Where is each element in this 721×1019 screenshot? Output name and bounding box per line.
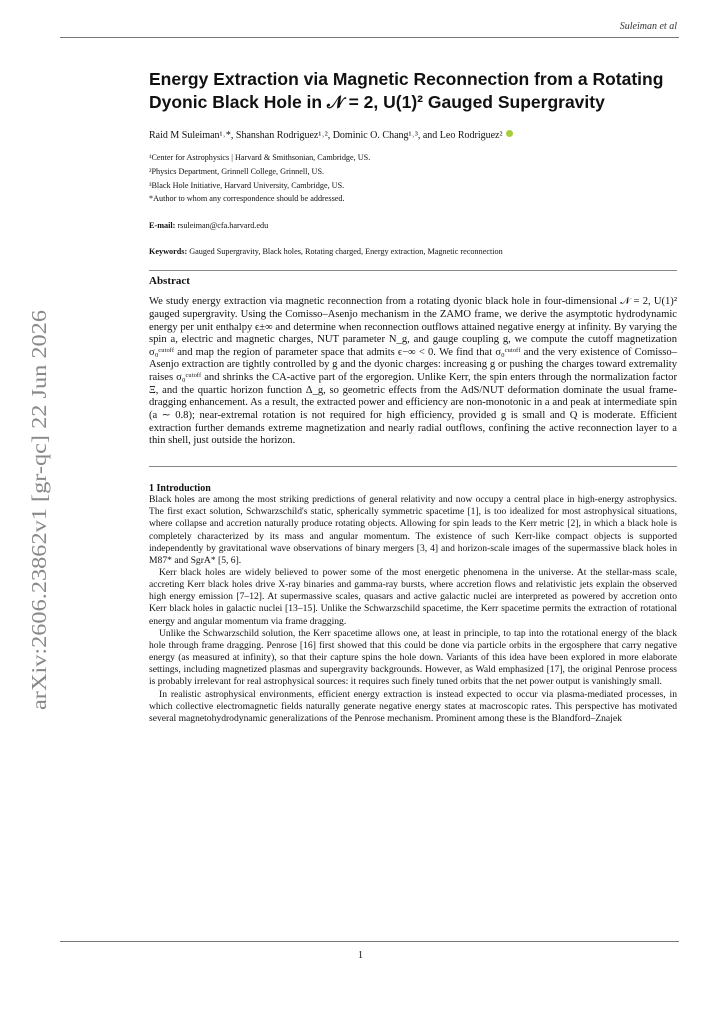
affiliations [149, 151, 677, 206]
abstract-text: We study energy extraction via magnetic reconnection from a rotating dyonic black hole in four-dimensional 𝒩 = 2, U(1)² gauged supergravity. Using the Comisso–Asenjo mechanism in the ZAMO frame, we derive the asymptotic hydrodynamic energy per unit enthalpy ϵ±∞ and determine when reconnection outflows attained negative energy at infinity. By varying the spin a, electric and magnetic charges, NUT parameter N_g, and gauge coupling g, we compute the cutoff magnetization σ₀ᶜᵘᵗᵒᶠᶠ and map the region of parameter space that admits ϵ−∞ < 0. We find that σ₀ᶜᵘᵗᵒᶠᶠ and the very existence of Comisso–Asenjo extraction are tightly controlled by g and the dyonic charges: increasing g or pushing the charges toward extremality raises σ₀ᶜᵘᵗᵒᶠᶠ and shrinks the CA-active part of the ergoregion. Unlike Kerr, the spin enters through the normalization factor Ξ, and the quartic horizon function Δ_g, so geometric effects from the AdS/NUT deformation dominate the usual frame-dragging enhancement. As a result, the extracted power and efficiency are non-monotonic in a and peak at intermediate spin (a ∼ 0.8); near-extremal rotation is not required for high efficiency, provided g is small and Q is moderate. Efficient extraction further demands extreme magnetization and nearly radial outflows, confining the active reconnection layer to a thin shell, just outside the horizon. [149, 296, 677, 447]
paragraph-2: Kerr black holes are widely believed to power some of the most energetic phenomena in the universe. At the stellar-mass scale, accreting Kerr black holes drive X-ray binaries and gamma-ray bursts, where accretion flows and relativistic jets explain the observed high energy emission [7–12]. At supermassive scales, quasars and active galactic nuclei are interpreted as powered by accretion onto Kerr black holes in galactic nuclei [13–15]. Unlike the Schwarzschild spacetime, the Kerr spacetime permits the extraction of rotational energy and angular momentum via frame dragging. [149, 567, 677, 627]
paragraph-4: In realistic astrophysical environments, efficient energy extraction is instead expected to occur via plasma-mediated processes, in which collective electromagnetic fields naturally generate negative energy states at macroscopic rates. This perspective has motivated several magnetohydrodynamic generalizations of the Penrose mechanism. Prominent among these is the Blandford–Znajek [149, 688, 677, 724]
paragraph-1: Black holes are among the most striking predictions of general relativity and now occupy a central place in high-energy astrophysics. The first exact solution, Schwarzschild's static, spherically symmetric spacetime [1], is too idealized for most astrophysical situations, where collapse and accretion naturally produce rotating objects. Allowing for spin leads to the Kerr metric [2], in which a black hole is completely characterized by its mass and angular momentum. The existence of such Kerr-like compact objects is supported independently by gravitational wave observations of binary mergers [3, 4] and horizon-scale images of the supermassive black holes in M87* and SgrA* [5, 6]. [149, 494, 677, 566]
footer-rule [60, 941, 679, 942]
paragraph-3: Unlike the Schwarzschild solution, the Kerr spacetime allows one, at least in principle, to tap into the rotational energy of the black hole through frame dragging. Penrose [16] first showed that this could be done via particle orbits in the ergosphere that carry negative energy (as measured at infinity), so that their capture spins the hole down. Variants of this idea have been explored in more elaborate settings, including magnetized plasmas and supergravity backgrounds. However, as Wald emphasized [17], the original Penrose process is probably irrelevant for real astrophysical sources: it requires such finely tuned orbits that the net power output is vanishingly small. [149, 627, 677, 688]
introduction-body [149, 494, 677, 725]
title-line-1: Energy Extraction via Magnetic Reconnection from a Rotating [149, 69, 664, 89]
abstract-heading: Abstract [149, 275, 190, 288]
section-heading-introduction: 1 Introduction [149, 483, 211, 495]
affiliation-3: ³Black Hole Initiative, Harvard University, Cambridge, US. [149, 180, 345, 190]
arxiv-stamp-svg [6, 300, 66, 720]
correspondence-note: *Author to whom any correspondence should be addressed. [149, 194, 345, 204]
paper-content [149, 68, 677, 725]
email-label: E-mail: [149, 221, 176, 231]
paper-title [149, 68, 677, 114]
abstract-bottom-rule [149, 466, 677, 467]
authors-text: Raid M Suleiman¹˒*, Shanshan Rodriguez¹˒², Dominic O. Chang¹˒³, and Leo Rodriguez² [149, 130, 503, 141]
email-address[interactable]: rsuleiman@cfa.harvard.edu [177, 221, 269, 231]
affiliation-2: ²Physics Department, Grinnell College, Grinnell, US. [149, 166, 325, 176]
author-list [149, 129, 677, 142]
keywords-text: Gauged Supergravity, Black holes, Rotating charged, Energy extraction, Magnetic reconnection [189, 247, 503, 257]
keywords-label: Keywords: [149, 247, 188, 257]
header-rule [60, 37, 679, 38]
orcid-icon[interactable] [506, 130, 513, 137]
running-head [620, 21, 677, 32]
running-head-text: Suleiman et al [619, 21, 677, 32]
arxiv-sidebar-stamp [6, 300, 66, 720]
keywords-line [149, 246, 677, 258]
page-number: 1 [358, 950, 363, 961]
title-line-2: Dyonic Black Hole in 𝒩 = 2, U(1)² Gauged Supergravity [149, 92, 605, 112]
arxiv-id-text: arXiv:2606.23862v1 [gr-qc] 22 Jun 2026 [27, 364, 51, 710]
email-line [149, 220, 677, 232]
abstract-top-rule [149, 270, 677, 271]
affiliation-1: ¹Center for Astrophysics | Harvard & Smithsonian, Cambridge, US. [149, 153, 371, 162]
